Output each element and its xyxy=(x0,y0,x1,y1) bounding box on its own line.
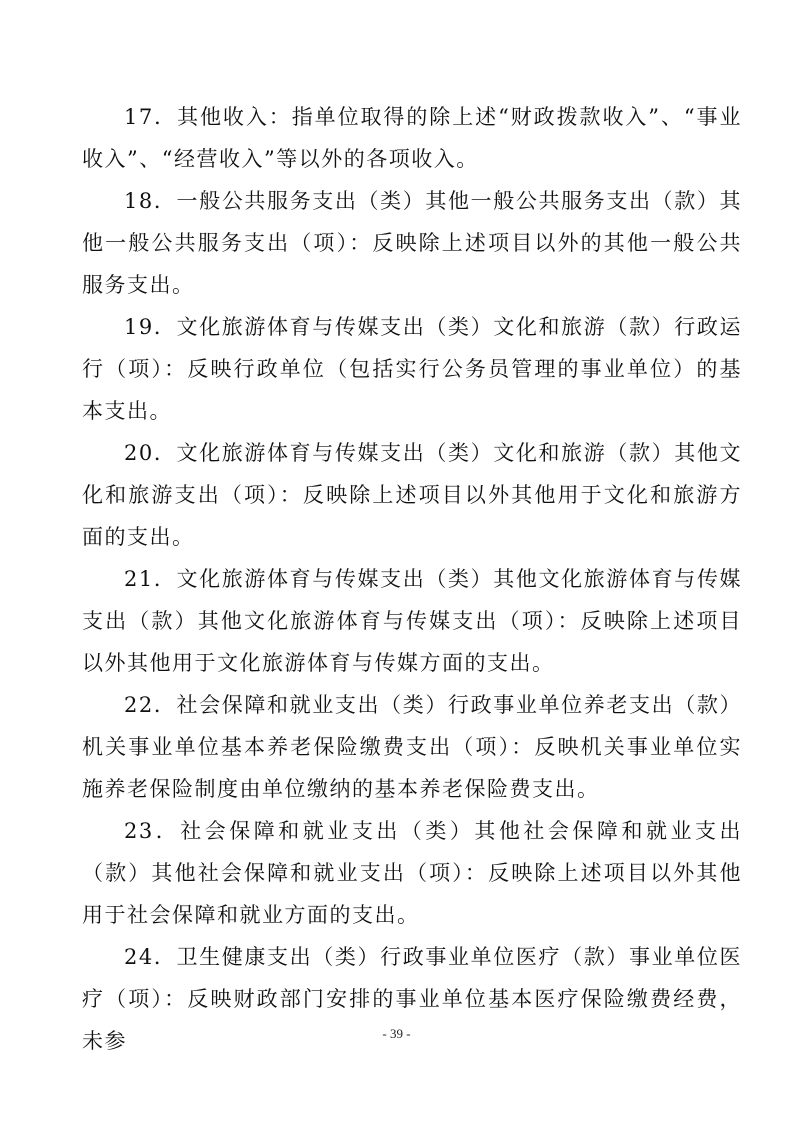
paragraph-22: 22．社会保障和就业支出（类）行政事业单位养老支出（款）机关事业单位基本养老保险缴费支出（项）：反映机关事业单位实施养老保险制度由单位缴纳的基本养老保险费支出。 xyxy=(82,693,742,801)
paragraph-19: 19．文化旅游体育与传媒支出（类）文化和旅游（款）行政运行（项）：反映行政单位（包括实行公务员管理的事业单位）的基本支出。 xyxy=(82,315,742,423)
paragraph-24: 24．卫生健康支出（类）行政事业单位医疗（款）事业单位医疗（项）：反映财政部门安排的事业单位基本医疗保险缴费经费，未参 xyxy=(82,945,742,1053)
body-text xyxy=(82,96,742,1062)
paragraph-20: 20．文化旅游体育与传媒支出（类）文化和旅游（款）其他文化和旅游支出（项）：反映除上述项目以外其他用于文化和旅游方面的支出。 xyxy=(82,441,742,549)
paragraph-21: 21．文化旅游体育与传媒支出（类）其他文化旅游体育与传媒支出（款）其他文化旅游体育与传媒支出（项）：反映除上述项目以外其他用于文化旅游体育与传媒方面的支出。 xyxy=(82,567,742,675)
paragraph-17: 17．其他收入：指单位取得的除上述“财政拨款收入”、“事业收入”、“经营收入”等以外的各项收入。 xyxy=(82,105,742,171)
page-number: - 39 - xyxy=(382,1026,411,1041)
paragraph-23: 23．社会保障和就业支出（类）其他社会保障和就业支出（款）其他社会保障和就业支出（项）：反映除上述项目以外其他用于社会保障和就业方面的支出。 xyxy=(82,819,742,927)
paragraph-18: 18．一般公共服务支出（类）其他一般公共服务支出（款）其他一般公共服务支出（项）：反映除上述项目以外的其他一般公共服务支出。 xyxy=(82,189,742,297)
